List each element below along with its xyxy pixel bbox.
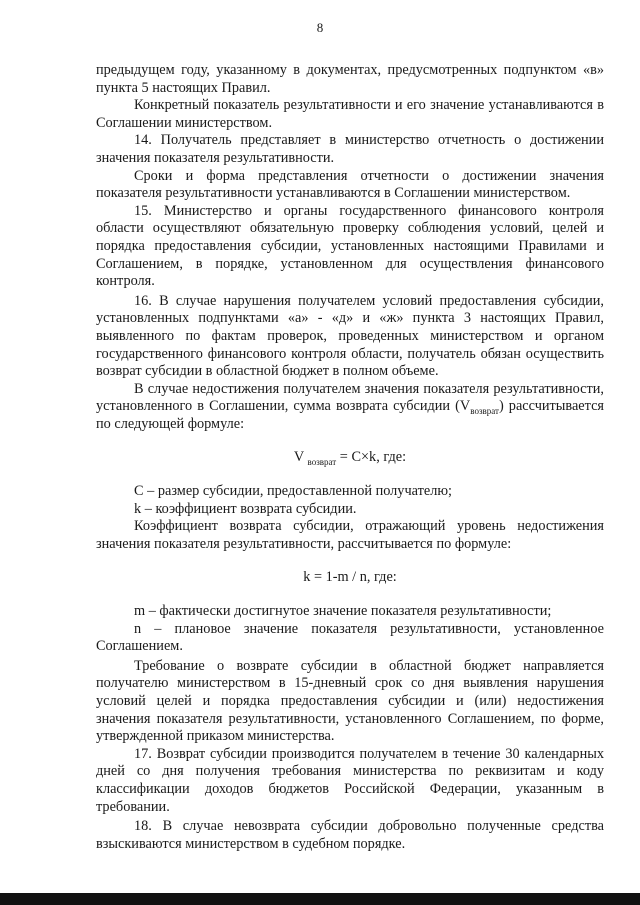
paragraph-18: 18. В случае невозврата субсидии добровольно полученные средства взыскиваются министерством в судебном порядке.: [96, 818, 604, 852]
text: В случае недостижения получателем значения показателя результативности, установленного в Соглашении, сумма возврата субсидии (V: [96, 380, 604, 415]
definition-n: n – плановое значение показателя результативности, установленное Соглашением.: [96, 620, 604, 655]
definition-m: m – фактически достигнутое значение показателя результативности;: [134, 603, 552, 620]
paragraph: Сроки и форма представления отчетности о достижении значения показателя результативности устанавливаются в Соглашении министерством.: [96, 167, 604, 202]
paragraph: Коэффициент возврата субсидии, отражающий уровень недостижения значения показателя результативности, рассчитывается по формуле:: [96, 518, 604, 552]
formula-rest: = C×k, где:: [336, 449, 407, 466]
paragraph-return-amount: [96, 381, 604, 434]
paragraph-16: 16. В случае нарушения получателем условий предоставления субсидии, установленных подпунктами «а» - «д» и «ж» пункта 3 настоящих Правил, выявленного по фактам проверок, проведенных министерством и органом государственного финансового контроля области, получатель обязан осуществить возврат субсидии в областной бюджет в полном объеме.: [96, 292, 604, 380]
paragraph-15: 15. Министерство и органы государственного финансового контроля области осуществляют обязательную проверку соблюдения условий, целей и порядка предоставления субсидии, установленных настоящими Правилами и Соглашением, в порядке, установленном для осуществления финансового контроля.: [96, 202, 604, 290]
page-number: 8: [316, 20, 324, 35]
paragraph-continuation: предыдущем году, указанному в документах, предусмотренных подпунктом «в» пункта 5 настоящих Правил.: [96, 62, 604, 96]
paragraph: Требование о возврате субсидии в областной бюджет направляется получателю министерством в 15-дневный срок со дня выявления нарушения условий целей и порядка предоставления субсидии и (или) недостижения значения показателя результативности, установленного Соглашением, по форме, утвержденной приказом министерства.: [96, 657, 604, 745]
formula-symbol: V: [293, 449, 304, 466]
paragraph-17: 17. Возврат субсидии производится получателем в течение 30 календарных дней со дня получения требования министерства по реквизитам и коду классификации доходов бюджетов Российской Федерации, указанным в требовании.: [96, 745, 604, 815]
formula-subscript: возврат: [307, 457, 337, 468]
formula-return: [96, 449, 604, 467]
text: ) рассчитывается по следующей формуле:: [96, 398, 604, 432]
formula-coefficient: k = 1-m / n, где:: [303, 569, 397, 586]
document-body: [96, 62, 604, 853]
subscript: возврат: [470, 406, 499, 417]
paragraph-14: 14. Получатель представляет в министерство отчетность о достижении значения показателя результативности.: [96, 132, 604, 166]
paragraph: Конкретный показатель результативности и его значение устанавливаются в Соглашении министерством.: [96, 97, 604, 131]
scan-edge: [0, 893, 640, 905]
definition-k: k – коэффициент возврата субсидии.: [134, 500, 357, 517]
definition-c: С – размер субсидии, предоставленной получателю;: [134, 483, 453, 500]
